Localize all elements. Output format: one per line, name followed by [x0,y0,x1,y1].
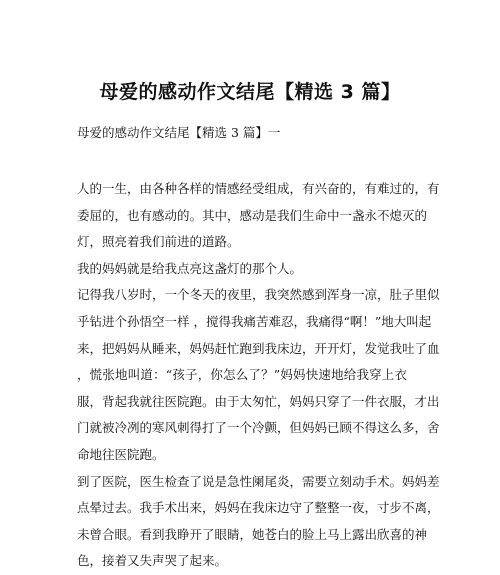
paragraph-4-line-3: 未曾合眼。看到我睁开了眼睛，她苍白的脸上马上露出欣喜的神 [77,526,428,542]
paragraph-3-line-5: 服，背起我就往医院跑。由于太匆忙，妈妈只穿了一件衣服，才出 [77,393,440,409]
paragraph-2-line-1: 我的妈妈就是给我点亮这盏灯的那个人。 [77,260,303,276]
paragraph-3-line-3: 来，把妈妈从睡来，妈妈赶忙跑到我床边，开开灯，发觉我吐了血 [77,340,440,356]
paragraph-3-line-7: 命地往医院跑。 [77,446,165,462]
paragraph-1-line-1: 人的一生，由各种各样的情感经受组成，有兴奋的，有难过的，有 [77,181,440,196]
paragraph-4-line-4: 色，接着又失声哭了起来。 [77,553,228,569]
paragraph-3-line-1: 记得我八岁时，一个冬天的夜里，我突然感到浑身一凉，肚子里似 [77,287,440,303]
paragraph-1-line-2: 委屈的，也有感动的。其中，感动是我们生命中一盏永不熄灭的 [77,207,428,223]
paragraph-4-line-1: 到了医院，医生检查了说是急性阑尾炎，需要立刻动手术。妈妈差 [77,473,440,489]
paragraph-3-line-6: 门就被冷冽的寒风刺得打了一个冷颤，但妈妈已顾不得这么多，舍 [77,420,440,436]
body-text [77,176,440,575]
paragraph-1-line-3: 灯，照亮着我们前进的道路。 [77,234,240,250]
document-title: 母爱的感动作文结尾【精选 3 篇】 [99,81,401,103]
section-subtitle: 母爱的感动作文结尾【精选 3 篇】一 [77,125,281,140]
paragraph-3-line-4: ，慌张地叫道：“孩子，你怎么了？”妈妈快速地给我穿上衣 [77,367,407,383]
paragraph-4-line-2: 点晕过去。我手术出来，妈妈在我床边守了整整一夜，寸步不离， [77,500,440,516]
paragraph-3-line-2: 乎钻进个孙悟空一样 ，搅得我痛苦难忍，我痛得“啊！”地大叫起 [77,313,432,329]
